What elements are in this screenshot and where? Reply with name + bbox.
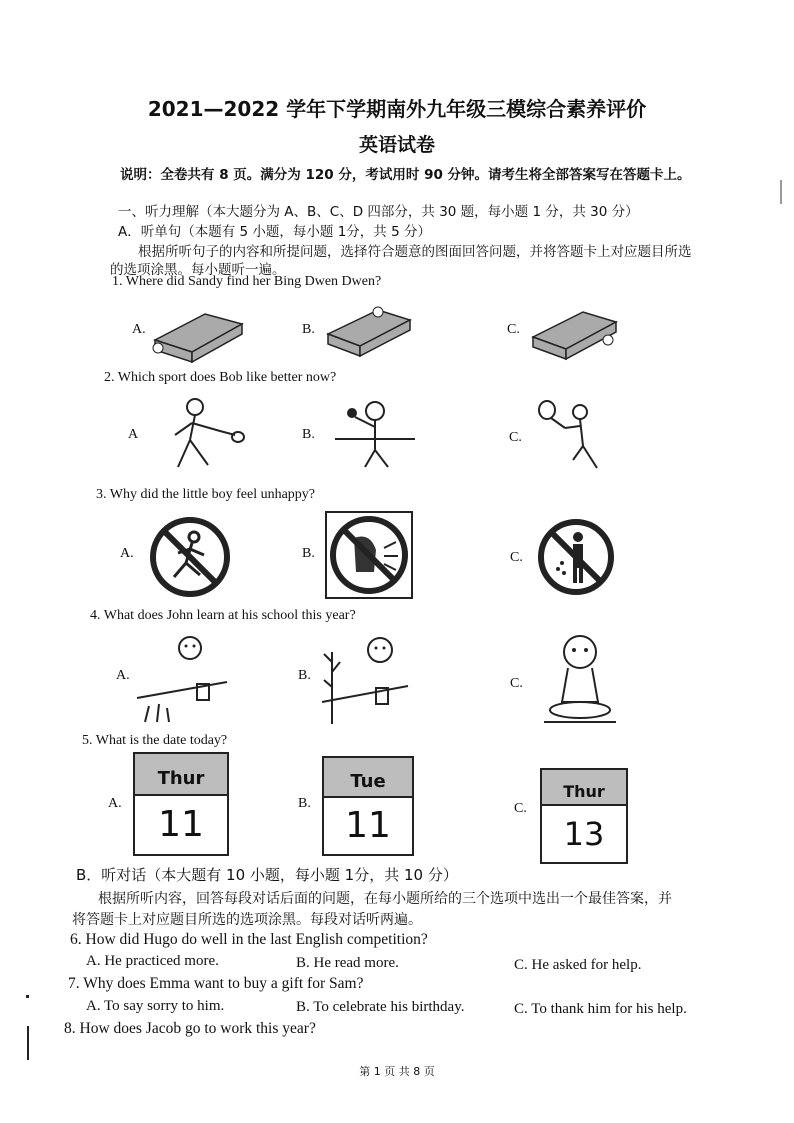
exam-subtitle: 英语试卷 [358,134,435,156]
q3-option-b-label: B. [302,546,315,561]
no-running-sign-icon [148,515,232,599]
q1-drawer-picture-a [150,302,250,362]
question-4: 4. What does John learn at his school this year? [90,608,356,623]
scan-edge-mark [27,1026,29,1060]
gardening-boy-picture-a [135,632,235,727]
question-6: 6. How did Hugo do well in the last English competition? [70,931,428,948]
calendar-weekday: Thur [135,754,227,796]
calendar-weekday: Thur [542,770,626,806]
q1-option-a-label: A. [132,322,146,337]
calendar-option-a [133,752,229,856]
q1-drawer-picture-c [528,302,628,362]
q4-option-a-label: A. [116,668,130,683]
scan-edge-mark [780,180,782,204]
no-talking-sign-icon [324,510,414,600]
q5-option-b-label: B. [298,796,311,811]
q6-option-c: C. He asked for help. [514,957,642,973]
q2-option-c-label: C. [509,430,522,445]
badminton-player-icon [150,395,250,475]
table-tennis-player-icon [330,395,420,475]
question-5: 5. What is the date today? [82,733,228,748]
calendar-date: 11 [345,805,391,846]
q1-drawer-picture-b [318,302,418,362]
q6-option-b: B. He read more. [296,955,399,971]
page-footer: 第 1 页 共 8 页 [359,1065,435,1078]
q5-option-c-label: C. [514,801,527,816]
calendar-option-c [540,768,628,864]
part-b-heading: B．听对话（本大题有 10 小题，每小题 1分，共 10 分） [76,866,458,884]
q5-option-a-label: A. [108,796,122,811]
part-b-instruction-line2: 将答题卡上对应题目所选的选项涂黑。每段对话听两遍。 [72,912,422,928]
part-b-instruction-line1: 根据所听内容，回答每段对话后面的问题，在每小题所给的三个选项中选出一个最佳答案，并 [98,891,672,907]
no-littering-sign-icon [536,517,616,597]
question-8: 8. How does Jacob go to work this year? [64,1020,316,1037]
q7-option-a: A. To say sorry to him. [86,998,225,1014]
exam-title: 2021—2022 学年下学期南外九年级三模综合素养评价 [147,97,647,121]
q7-option-c: C. To thank him for his help. [514,1001,687,1017]
q4-option-b-label: B. [298,668,311,683]
q1-option-c-label: C. [507,322,520,337]
q4-option-c-label: C. [510,676,523,691]
section-heading: 一、听力理解（本大题分为 A、B、C、D 四部分，共 30 题，每小题 1 分，共 30 分） [118,204,639,220]
scan-edge-mark [26,995,29,998]
calendar-date: 11 [158,804,204,845]
gardening-boy-picture-b [318,632,413,727]
q1-option-b-label: B. [302,322,315,337]
part-a-instruction-line2: 的选项涂黑。每小题听一遍。 [110,262,286,278]
question-2: 2. Which sport does Bob like better now? [104,370,337,385]
q6-option-a: A. He practiced more. [86,953,219,969]
q3-option-c-label: C. [510,550,523,565]
q3-option-a-label: A. [120,546,134,561]
tennis-player-icon [535,398,615,478]
calendar-weekday: Tue [324,758,412,798]
calendar-date: 13 [563,815,605,853]
q7-option-b: B. To celebrate his birthday. [296,999,465,1015]
exam-note: 说明：全卷共有 8 页。满分为 120 分，考试用时 90 分钟。请考生将全部答案写在答题卡上。 [120,167,691,183]
question-3: 3. Why did the little boy feel unhappy? [96,487,316,502]
question-7: 7. Why does Emma want to buy a gift for Sam? [68,975,364,992]
q2-option-a-label: A [128,427,139,442]
q2-option-b-label: B. [302,427,315,442]
cooking-boy-picture-c [540,630,620,730]
question-1: 1. Where did Sandy find her Bing Dwen Dwen? [112,274,382,289]
calendar-option-b [322,756,414,856]
part-a-heading: A．听单句（本题有 5 小题，每小题 1分，共 5 分） [118,224,431,240]
part-a-instruction-line1: 根据所听句子的内容和所提问题，选择符合题意的图面回答问题，并将答题卡上对应题目所选 [138,244,692,260]
